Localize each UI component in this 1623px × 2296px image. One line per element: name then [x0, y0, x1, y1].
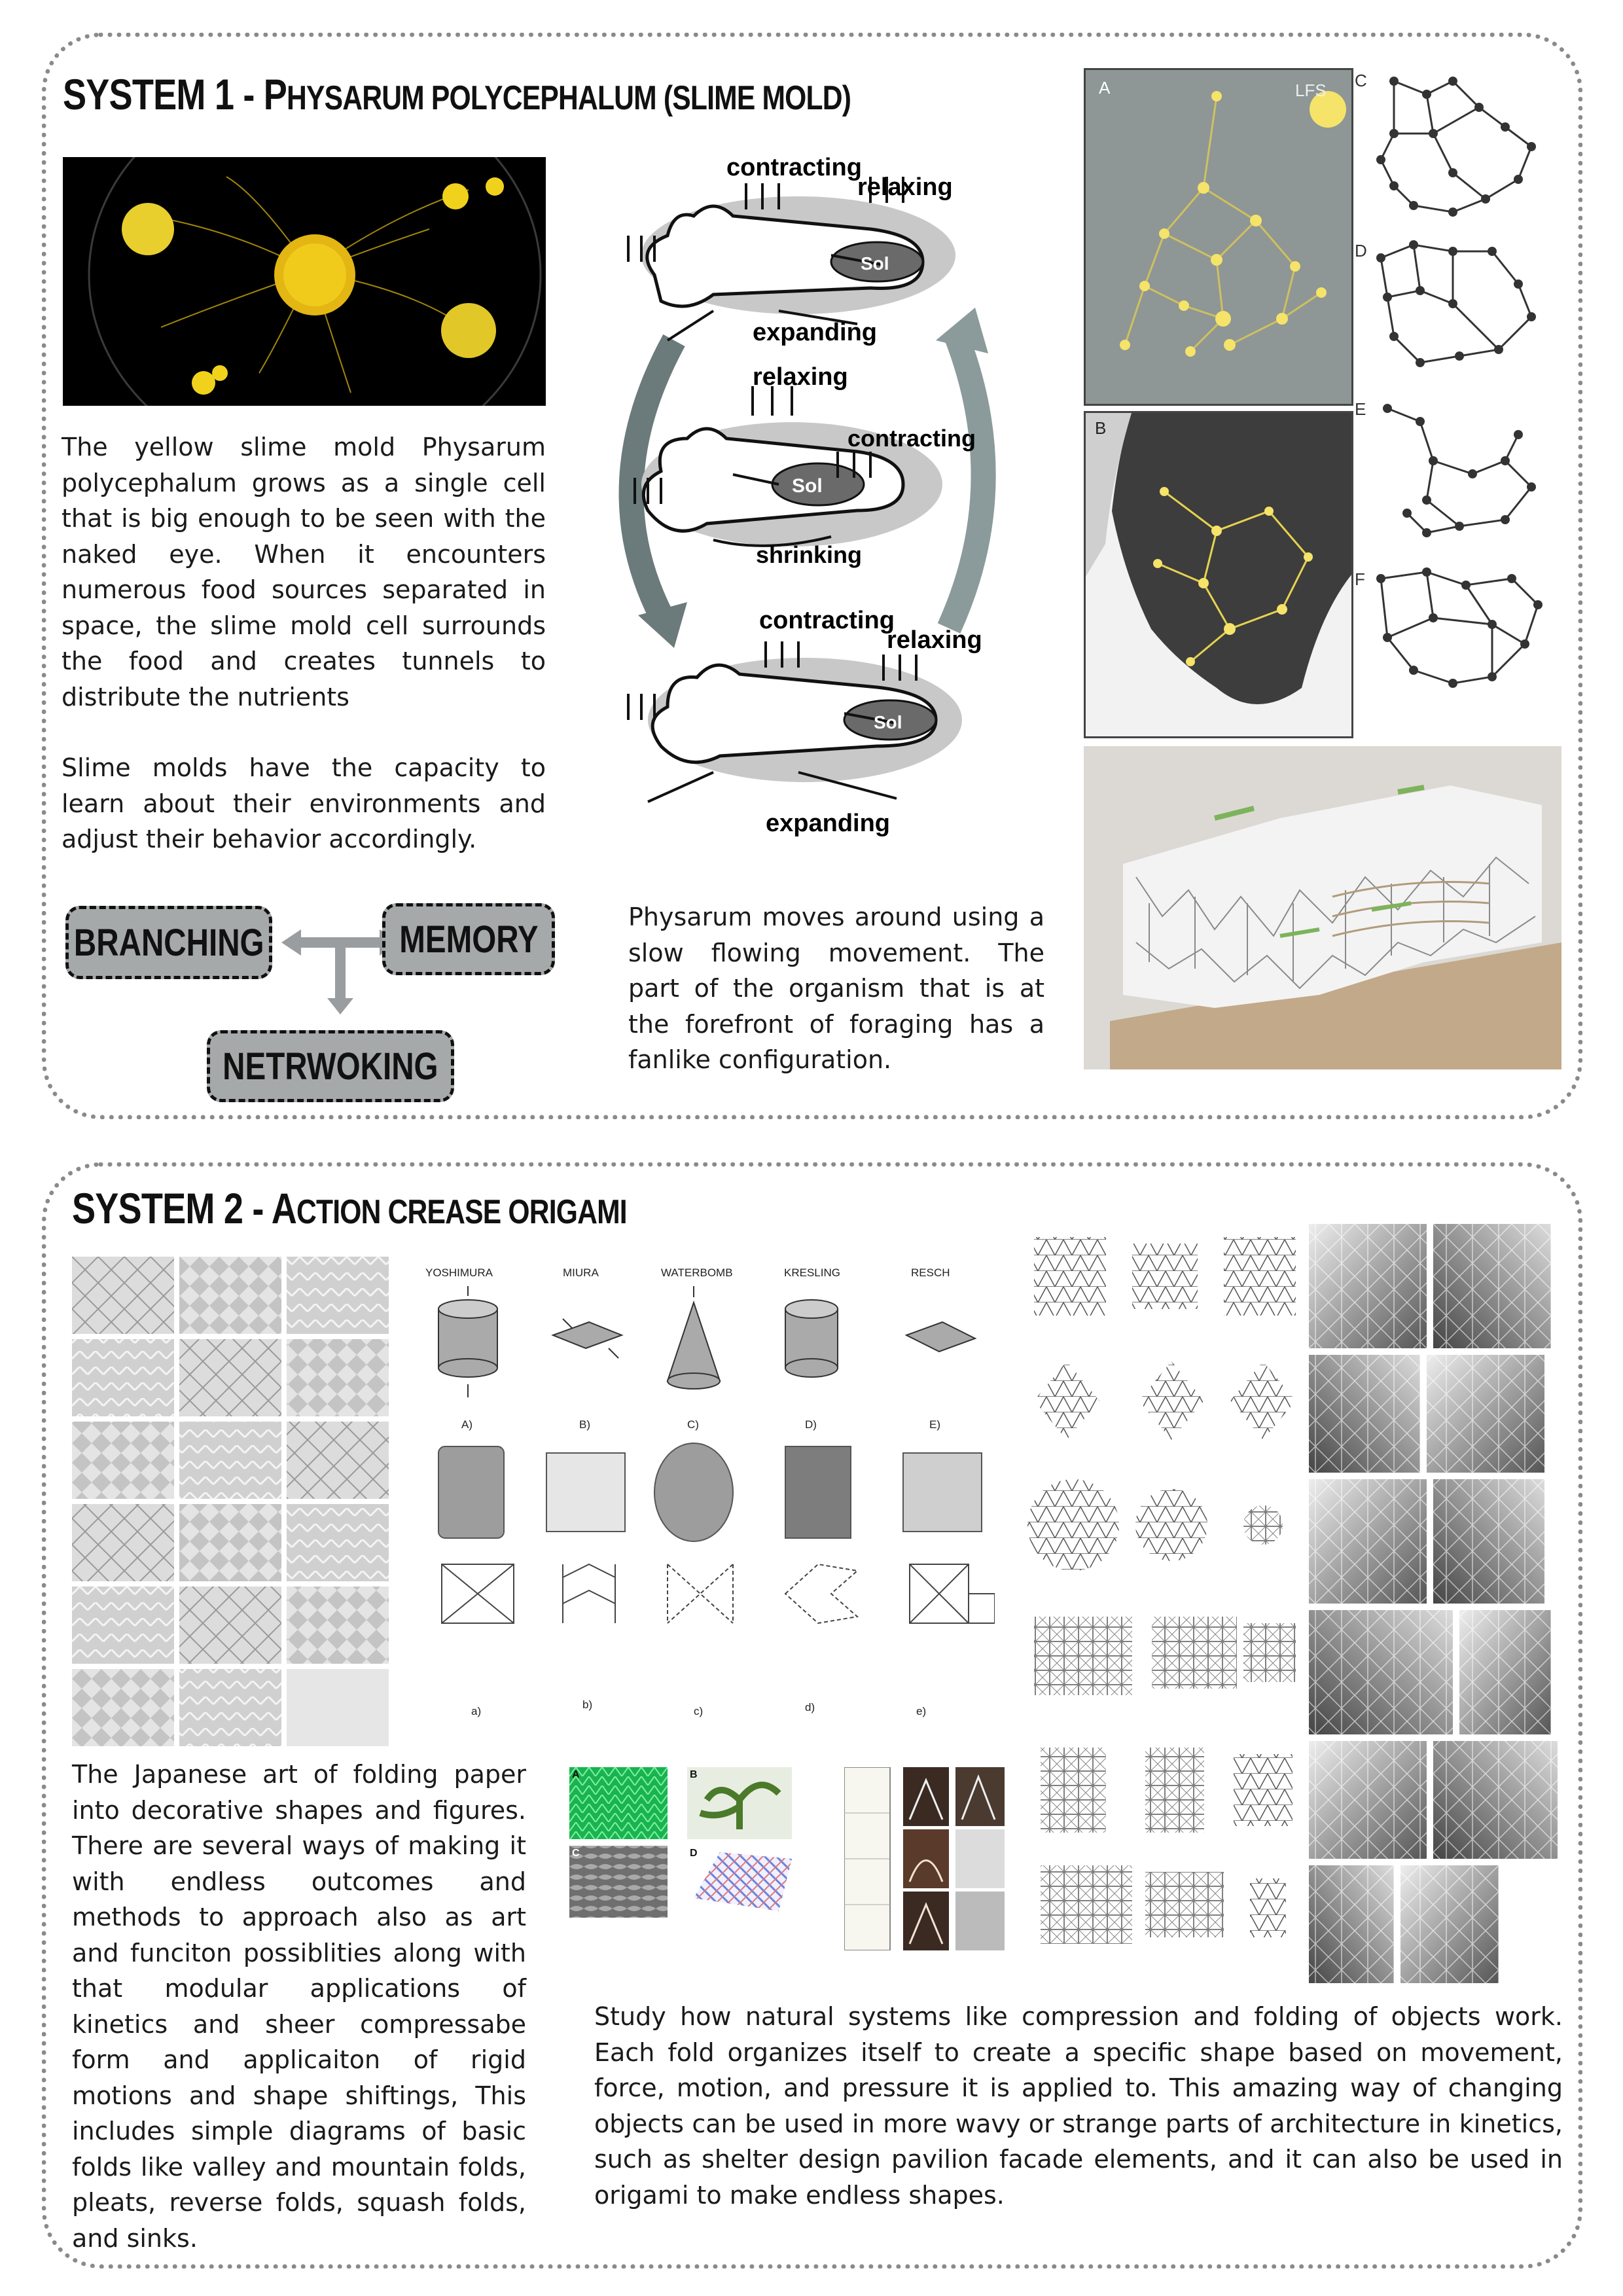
diag-top-contracting: contracting — [726, 154, 862, 181]
graph-c-label: C — [1355, 71, 1367, 90]
shape-label-b: B) — [579, 1418, 590, 1431]
fold-patterns-diagram — [406, 1257, 995, 1748]
origami-3d-photos — [1302, 1224, 1564, 1983]
diag-mid-contracting: contracting — [847, 425, 976, 452]
map-b-label: B — [1095, 418, 1107, 438]
pattern-name-kresling: KRESLING — [784, 1266, 840, 1279]
abcd-label-c: C — [572, 1848, 580, 1859]
slime-map-b — [1084, 411, 1353, 738]
tag-networking: NETRWOKING — [207, 1030, 454, 1102]
system2-paragraph-2: Study how natural systems like compression and folding of objects work. Each fold organizes itself to create a specific shape based on movement, force, motion, and pressure it is applied to. This amazing way of changing objects can be used in more wavy or strange parts of architecture in kinetics, such as shelter design pavilion facade elements, and it can also be used in origami to make endless shapes. — [594, 2002, 1563, 2210]
map-a-lfs-label: LFS — [1295, 81, 1327, 100]
pattern-label-e: e) — [916, 1705, 927, 1717]
tag-memory: MEMORY — [382, 903, 555, 975]
system1-paragraph-1: The yellow slime mold Physarum polycephalum grows as a single cell that is big enough to be seen with the naked eye. When it encounters numerous food sources separated in space, the slime mold cell surrounds the food and creates tunnels to distribute the nutrients — [62, 433, 546, 711]
diag-mid-relaxing: relaxing — [753, 363, 848, 391]
pattern-label-c: c) — [694, 1705, 704, 1717]
diag-bot-sol: Sol — [874, 712, 902, 732]
diag-top-expanding: expanding — [753, 319, 878, 346]
system2-title: SYSTEM 2 - ACTION CREASE ORIGAMI — [72, 1184, 627, 1232]
shape-label-e: E) — [929, 1418, 940, 1431]
pattern-name-yoshimura: YOSHIMURA — [425, 1266, 493, 1279]
map-a-label: A — [1099, 78, 1111, 98]
tessellation-patterns — [1021, 1224, 1302, 1977]
graph-d-label: D — [1355, 241, 1367, 260]
diag-bot-relaxing: relaxing — [887, 626, 982, 654]
graph-e-label: E — [1355, 399, 1366, 419]
physarum-movement-diagram — [582, 144, 1034, 844]
system2-paragraph-1: The Japanese art of folding paper into decorative shapes and figures. There are several ways of making it with endless outcomes and methods to approach also as art and funciton possiblities along with that modular applications of kinetics and sheer compressabe form and applicaiton of rigid motions and shape shiftings, This includes simple diagrams of basic folds like valley and mountain folds, pleats, reverse folds, squash folds, and sinks. — [72, 1760, 526, 2253]
origami-fold-sequence — [844, 1767, 1008, 1950]
diag-bot-contracting: contracting — [759, 607, 895, 634]
pattern-name-miura: MIURA — [563, 1266, 599, 1279]
abcd-label-a: A — [572, 1769, 580, 1780]
pattern-label-a: a) — [471, 1705, 482, 1717]
origami-photo-grid — [72, 1257, 393, 1748]
pattern-name-waterbomb: WATERBOMB — [661, 1266, 733, 1279]
architecture-model-photo — [1084, 746, 1561, 1069]
slime-mold-photo — [63, 157, 546, 406]
physarum-caption: Physarum moves around using a slow flowing movement. The part of the organism that is at the forefront of foraging has a fanlike configuration. — [628, 903, 1044, 1074]
diag-mid-shrinking: shrinking — [756, 541, 863, 568]
diag-top-sol: Sol — [861, 253, 889, 274]
origami-abcd-images — [569, 1767, 805, 1918]
network-graphs — [1355, 68, 1571, 742]
shape-label-d: D) — [805, 1418, 817, 1431]
abcd-label-d: D — [690, 1848, 698, 1859]
slime-map-a — [1084, 68, 1353, 406]
diag-top-relaxing: relaxing — [857, 173, 953, 201]
graph-f-label: F — [1355, 569, 1365, 589]
tag-branching: BRANCHING — [65, 906, 272, 979]
pattern-label-b: b) — [582, 1698, 593, 1711]
pattern-label-d: d) — [805, 1701, 815, 1713]
system1-title: SYSTEM 1 - PHYSARUM POLYCEPHALUM (SLIME MOLD) — [63, 70, 851, 118]
shape-label-c: C) — [687, 1418, 699, 1431]
diag-mid-sol: Sol — [792, 475, 823, 497]
abcd-label-b: B — [690, 1769, 698, 1780]
diag-bot-expanding: expanding — [766, 810, 891, 837]
shape-label-a: A) — [461, 1418, 473, 1431]
pattern-name-resch: RESCH — [911, 1266, 950, 1279]
system1-paragraph-2: Slime molds have the capacity to learn about their environments and adjust their behavior accordingly. — [62, 753, 546, 853]
